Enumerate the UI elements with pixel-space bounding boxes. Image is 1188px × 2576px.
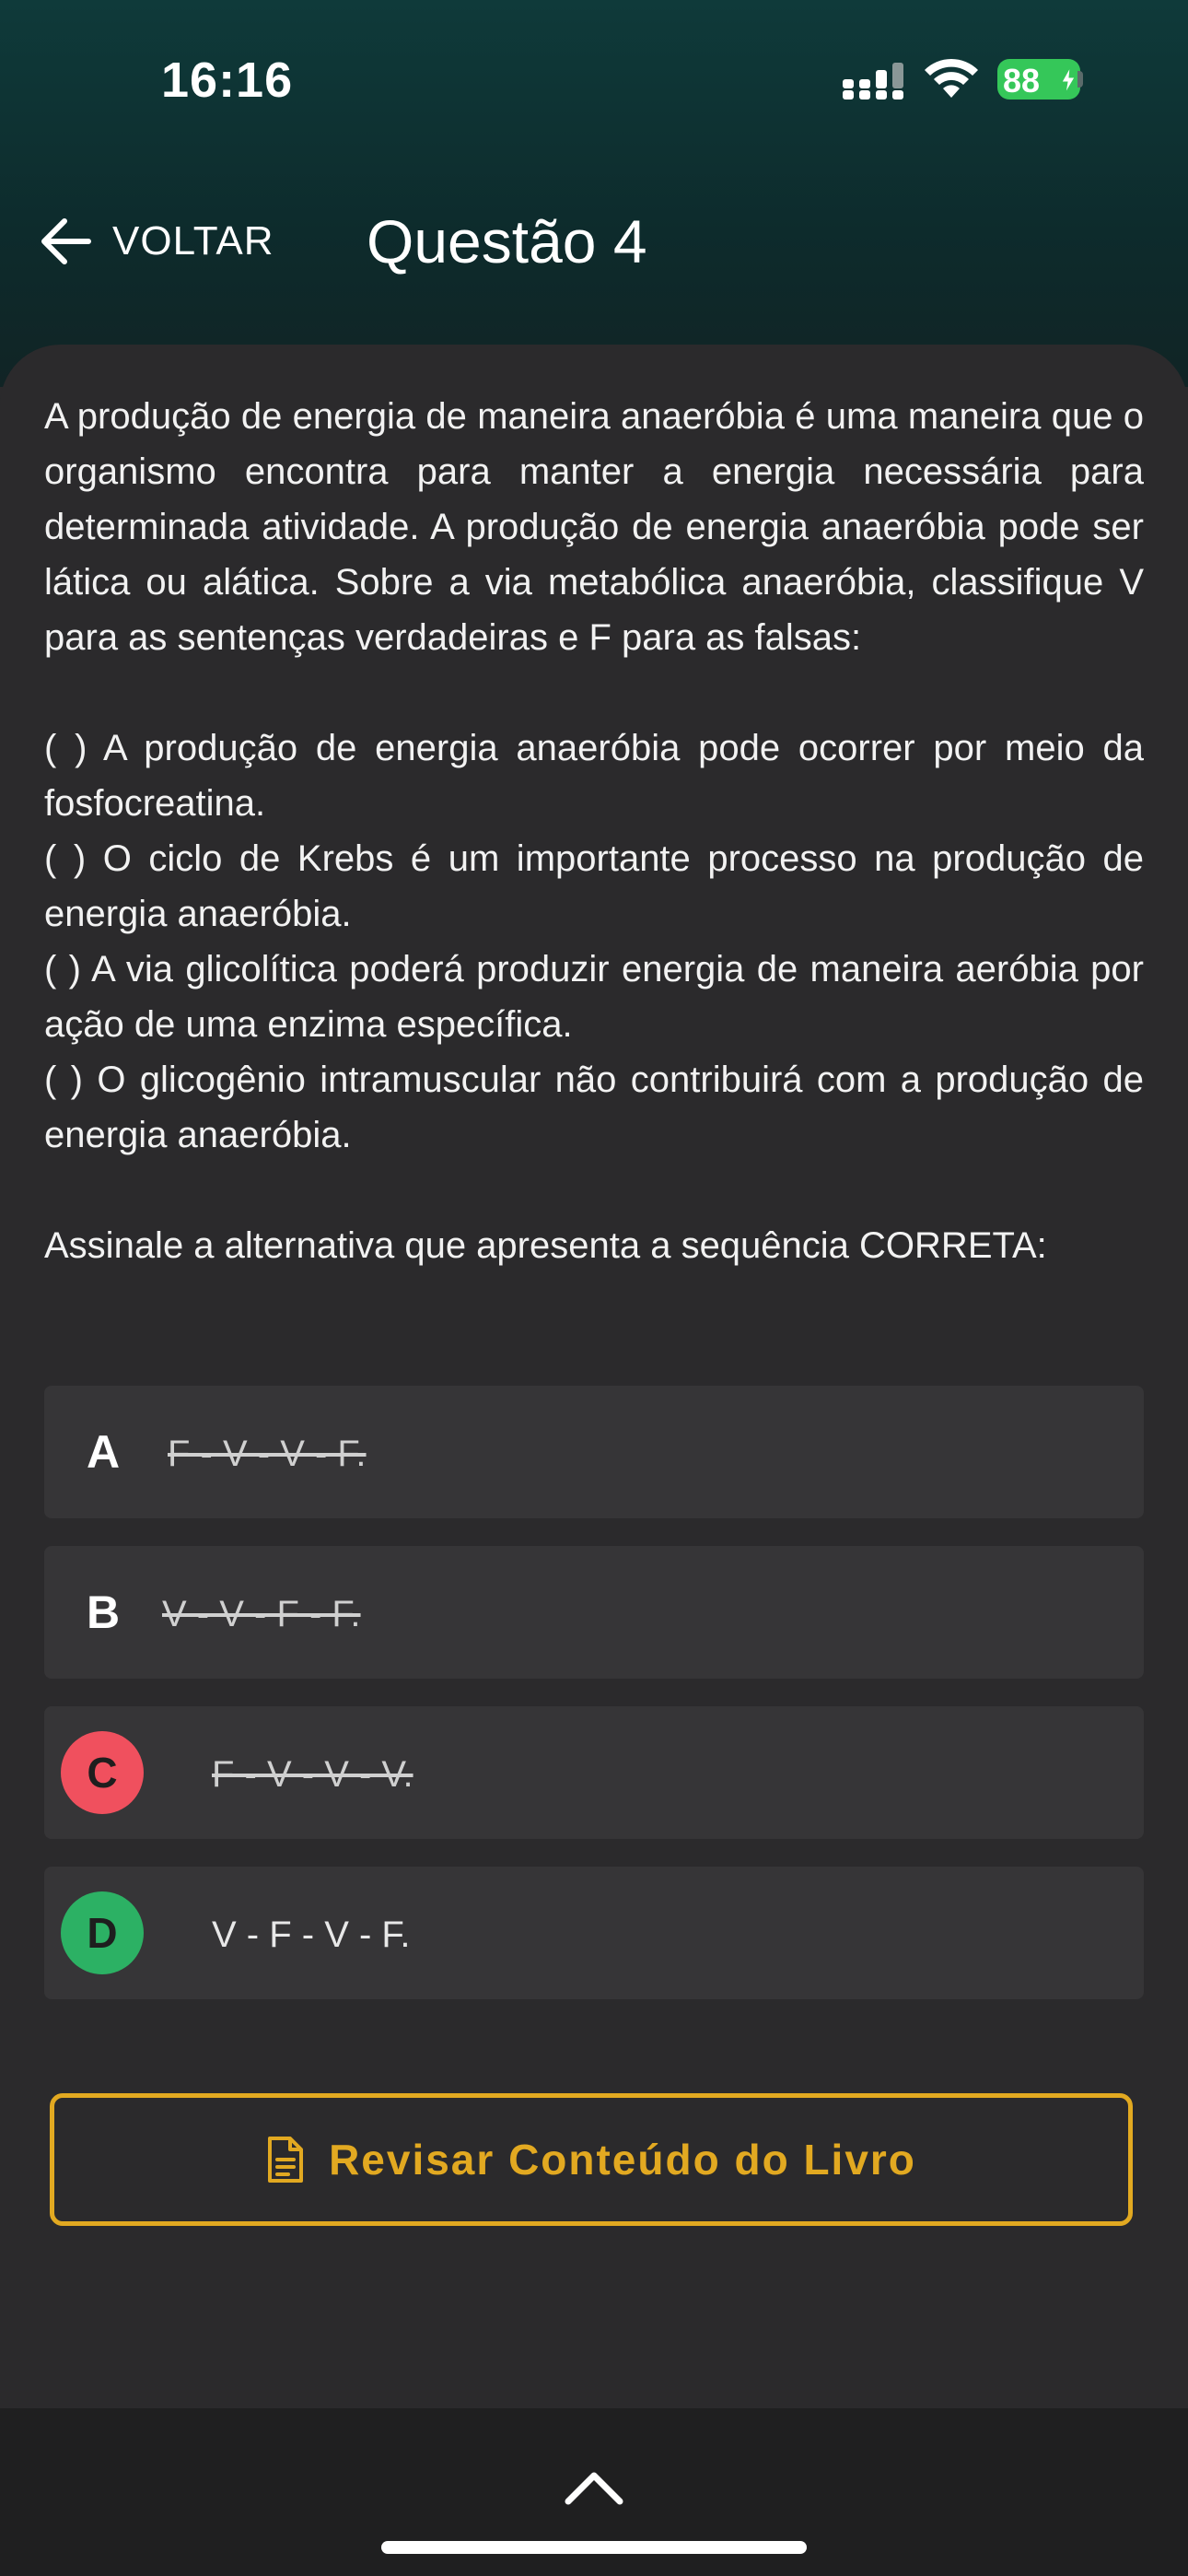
option-d-correct-badge xyxy=(61,1891,144,1974)
status-bar xyxy=(0,0,1188,157)
status-time: 16:16 xyxy=(161,53,294,108)
back-label: VOLTAR xyxy=(112,218,274,263)
wifi-icon xyxy=(924,57,979,100)
statement-3: ( ) A via glicolítica poderá produzir energia de maneira aeróbia por ação de uma enzima específica. xyxy=(44,949,1144,1045)
option-d[interactable] xyxy=(44,1867,1144,1999)
option-a[interactable] xyxy=(44,1386,1144,1518)
battery-nub xyxy=(1077,71,1083,88)
question-text xyxy=(44,389,1144,1273)
question-intro: A produção de energia de maneira anaeróbia é uma maneira que o organismo encontra para manter a energia necessária para determinada atividade. A produção de energia anaeróbia pode ser lática ou alática. Sobre a via metabólica anaeróbia, classifique V para as sentenças verdadeiras e F para as falsas: xyxy=(44,396,1144,658)
option-c[interactable] xyxy=(44,1706,1144,1839)
chevron-up-icon[interactable] xyxy=(564,2469,624,2506)
option-d-text: V - F - V - F. xyxy=(212,1914,411,1955)
statement-1: ( ) A produção de energia anaeróbia pode ocorrer por meio da fosfocreatina. xyxy=(44,728,1144,824)
battery-level: 88 xyxy=(1003,62,1041,100)
option-b-text: V - V - F - F. xyxy=(162,1594,361,1634)
page-title: Questão 4 xyxy=(367,207,647,275)
statement-2: ( ) O ciclo de Krebs é um importante processo na produção de energia anaeróbia. xyxy=(44,838,1144,934)
back-button[interactable] xyxy=(39,205,274,278)
option-b[interactable] xyxy=(44,1546,1144,1679)
navigation-bar xyxy=(0,184,1188,295)
arrow-left-icon xyxy=(39,217,92,265)
option-c-text: F - V - V - V. xyxy=(212,1754,413,1795)
option-b-letter: B xyxy=(87,1587,121,1638)
battery-charging-icon xyxy=(997,59,1080,100)
statement-4: ( ) O glicogênio intramuscular não contribuirá com a produção de energia anaeróbia. xyxy=(44,1060,1144,1155)
option-d-letter: D xyxy=(87,1909,118,1957)
option-c-wrong-badge xyxy=(61,1731,144,1814)
cellular-signal-icon xyxy=(843,63,907,100)
document-icon xyxy=(266,2135,305,2184)
home-indicator[interactable] xyxy=(381,2541,807,2554)
question-prompt: Assinale a alternativa que apresenta a sequência CORRETA: xyxy=(44,1225,1047,1266)
review-button-label: Revisar Conteúdo do Livro xyxy=(329,2136,916,2184)
option-a-text: F - V - V - F. xyxy=(168,1434,367,1474)
option-c-letter: C xyxy=(87,1749,118,1797)
review-book-content-button[interactable] xyxy=(50,2093,1133,2226)
option-a-letter: A xyxy=(87,1426,121,1478)
